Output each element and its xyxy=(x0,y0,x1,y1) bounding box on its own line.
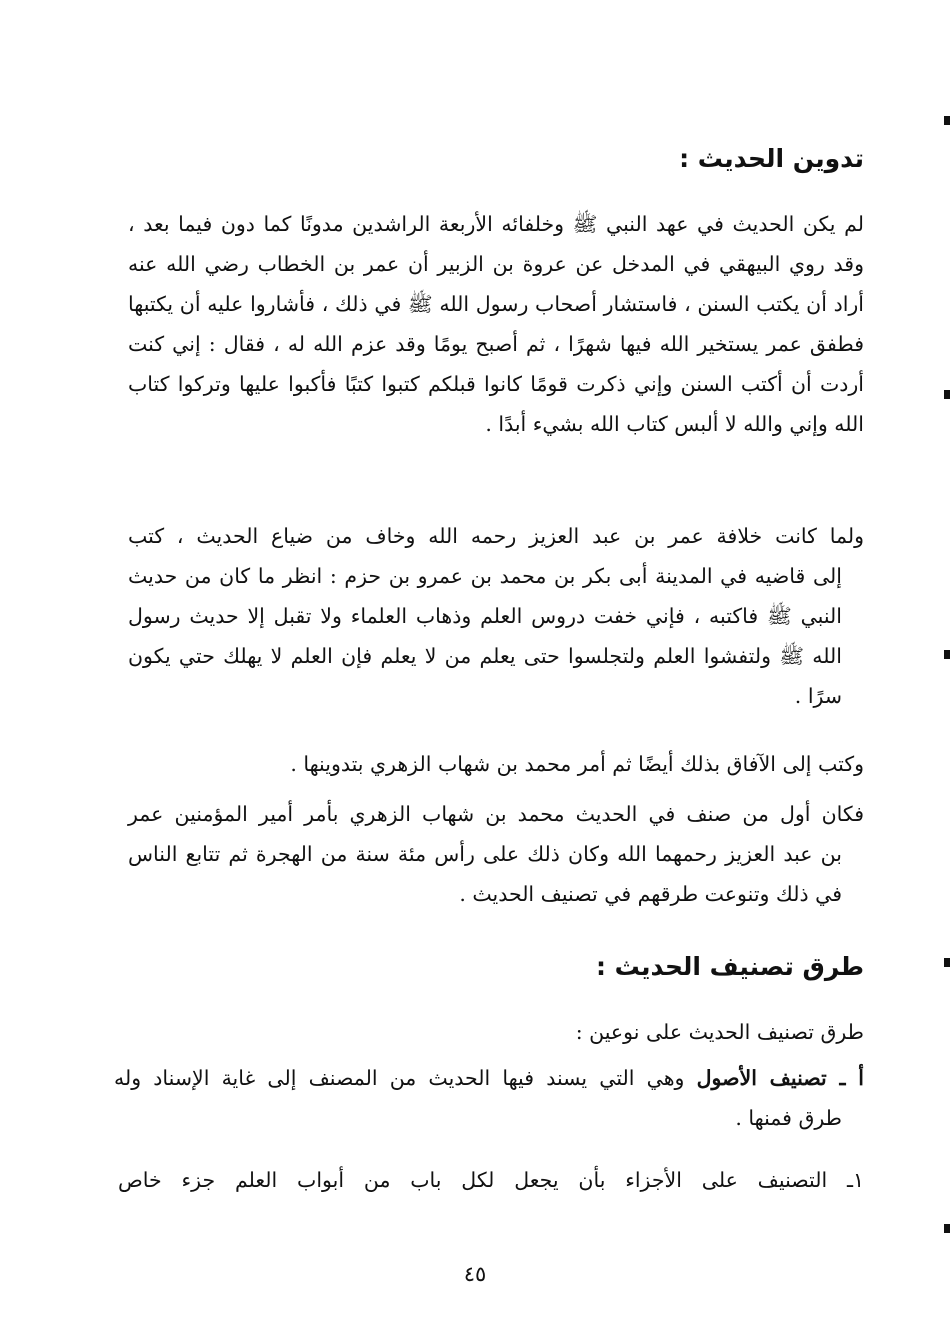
item-a-text: وهي التي يسند فيها الحديث من المصنف إلى غاية الإسناد وله xyxy=(114,1066,697,1090)
paragraph-2-first-line: ولما كانت خلافة عمر بن عبد العزيز رحمه الله وخاف من ضياع الحديث ، كتب xyxy=(128,524,864,548)
intro-line: طرق تصنيف الحديث على نوعين : xyxy=(575,1020,864,1044)
section-heading-turuq: طرق تصنيف الحديث : xyxy=(595,952,864,981)
paragraph-4 xyxy=(128,794,864,914)
item-a xyxy=(114,1058,864,1138)
item-a-continuation: طرق فمنها . xyxy=(735,1106,842,1130)
edge-mark xyxy=(944,116,950,125)
paragraph-2-continuation: إلى قاضيه في المدينة أبى بكر بن محمد بن عمرو بن حزم : انظر ما كان من حديث النبي ﷺ فاكتبه ، فإني خفت دروس العلم وذهاب العلماء ولا تقبل إلا حديث رسول الله ﷺ ولتفشوا العلم ولتجلسوا حتى يعلم من لا يعلم فإن العلم لا يهلك حتي يكون سرًا . xyxy=(128,564,842,708)
section-heading-tadwin: تدوين الحديث : xyxy=(679,144,864,173)
edge-mark xyxy=(944,650,950,659)
item-1: ١ـ التصنيف على الأجزاء بأن يجعل لكل باب من أبواب العلم جزء خاص xyxy=(118,1168,864,1192)
edge-mark xyxy=(944,390,950,399)
paragraph-4-continuation: بن عبد العزيز رحمهما الله وكان ذلك على رأس مئة سنة من الهجرة ثم تتابع الناس في ذلك وتنوعت طرقهم في تصنيف الحديث . xyxy=(128,842,842,906)
page-number: ٤٥ xyxy=(463,1262,487,1286)
edge-mark xyxy=(944,1224,950,1233)
paragraph-2 xyxy=(128,516,864,716)
edge-mark xyxy=(944,958,950,967)
item-a-label: أ ـ تصنيف الأصول xyxy=(696,1066,864,1090)
item-a-first-line xyxy=(114,1058,864,1098)
paragraph-4-first-line: فكان أول من صنف في الحديث محمد بن شهاب الزهري بأمر أمير المؤمنين عمر xyxy=(128,802,864,826)
paragraph-3: وكتب إلى الآفاق بذلك أيضًا ثم أمر محمد بن شهاب الزهري بتدوينها . xyxy=(290,752,864,776)
paragraph-1: لم يكن الحديث في عهد النبي ﷺ وخلفائه الأربعة الراشدين مدونًا كما دون فيما بعد ، وقد روي البيهقي في المدخل عن عروة بن الزبير أن عمر بن الخطاب رضي الله عنه أراد أن يكتب السنن ، فاستشار أصحاب رسول الله ﷺ في ذلك ، فأشاروا عليه أن يكتبها فطفق عمر يستخير الله فيها شهرًا ، ثم أصبح يومًا وقد عزم الله له ، فقال : إني كنت أردت أن أكتب السنن وإني ذكرت قومًا كانوا قبلكم كتبوا كتبًا فأكبوا عليها وتركوا كتاب الله وإني والله لا ألبس كتاب الله بشيء أبدًا . xyxy=(128,212,864,436)
